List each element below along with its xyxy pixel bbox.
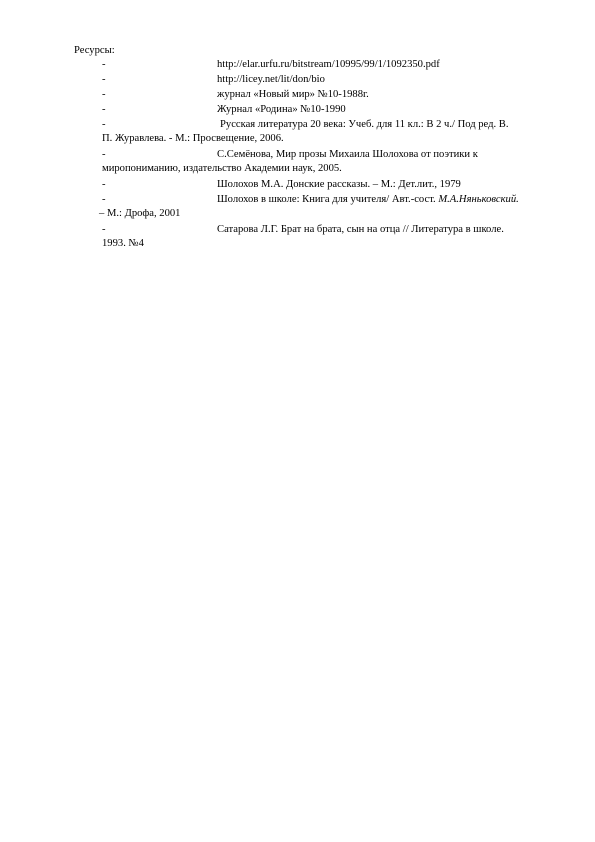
list-item-text: Шолохов М.А. Донские рассказы. – М.: Дет.лит., 1979	[217, 179, 461, 190]
list-item-text-main: Шолохов в школе: Книга для учителя/ Авт.-сост.	[217, 194, 439, 205]
list-bullet: -	[102, 149, 106, 160]
list-item-text: Сатарова Л.Г. Брат на брата, сын на отца // Литература в школе.	[217, 224, 504, 235]
list-bullet: -	[102, 194, 106, 205]
list-bullet: -	[102, 119, 106, 130]
list-item-text: Русская литература 20 века: Учеб. для 11 кл.: В 2 ч./ Под ред. В.	[220, 119, 509, 130]
list-bullet: -	[102, 89, 106, 100]
list-item-text	[217, 193, 519, 207]
list-bullet: -	[102, 104, 106, 115]
list-item	[102, 58, 562, 72]
list-item-continuation: П. Журавлева. - М.: Просвещение, 2006.	[102, 133, 284, 144]
list-item-text: http://licey.net/lit/don/bio	[217, 74, 325, 85]
list-item-text: журнал «Новый мир» №10-1988г.	[217, 89, 369, 100]
list-item	[102, 103, 562, 117]
list-bullet: -	[102, 59, 106, 70]
list-bullet: -	[102, 179, 106, 190]
list-item	[102, 223, 562, 251]
list-item	[102, 178, 562, 192]
list-item-continuation: миропониманию, издательство Академии наук, 2005.	[102, 163, 342, 174]
resources-heading: Ресурсы:	[74, 45, 115, 56]
list-item	[102, 73, 562, 87]
list-item-text: http://elar.urfu.ru/bitstream/10995/99/1/1092350.pdf	[217, 59, 440, 70]
list-item	[102, 148, 562, 176]
list-item-text: Журнал «Родина» №10-1990	[217, 104, 346, 115]
list-item-continuation: – М.: Дрофа, 2001	[99, 208, 181, 219]
list-item-continuation: 1993. №4	[102, 238, 144, 249]
list-item-author: М.А.Няньковский.	[438, 194, 519, 205]
list-item	[102, 118, 562, 146]
list-item	[99, 193, 562, 221]
list-item-text: С.Семёнова, Мир прозы Михаила Шолохова от поэтики к	[217, 149, 478, 160]
list-bullet: -	[102, 224, 106, 235]
list-bullet: -	[102, 74, 106, 85]
list-item	[102, 88, 562, 102]
